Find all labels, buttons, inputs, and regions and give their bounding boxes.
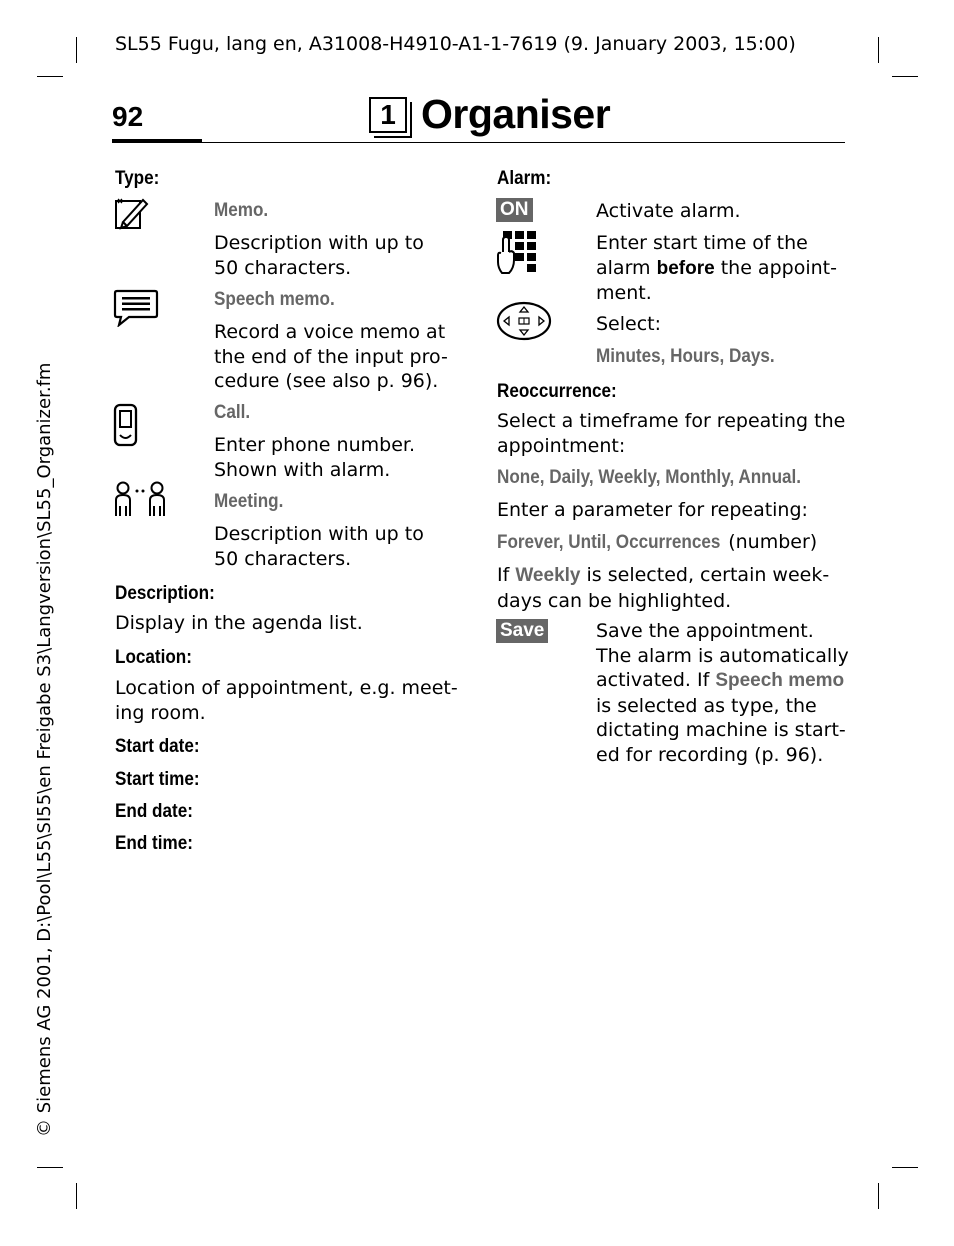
parameter-options-line: [497, 530, 817, 556]
alarm-unit-options: Minutes, Hours, Days.: [596, 346, 775, 367]
meeting-type-label: Meeting.: [214, 491, 284, 512]
location-text: [115, 676, 458, 725]
text-line: Enter start time of the: [596, 232, 808, 254]
text-line: [596, 668, 849, 694]
text-line: Save the appointment.: [596, 620, 814, 642]
memo-type-label: Memo.: [214, 200, 269, 221]
crop-mark: [76, 37, 77, 63]
text-fragment: activated. If: [596, 669, 716, 691]
text-line: days can be highlighted.: [497, 589, 732, 612]
text-line: Enter phone number.: [214, 434, 415, 456]
text-fragment: If: [497, 564, 516, 586]
chapter-number-icon: 1: [369, 97, 407, 133]
text-line: ing room.: [115, 701, 206, 724]
speech-memo-description: [214, 320, 448, 394]
start-date-heading: Start date:: [115, 736, 200, 757]
end-time-heading: End time:: [115, 833, 193, 854]
save-description: [596, 619, 849, 767]
crop-mark: [878, 37, 879, 63]
page-number: 92: [112, 101, 144, 132]
text-line: is selected as type, the: [596, 694, 817, 717]
page-title: Organiser: [421, 91, 611, 137]
text-line: The alarm is automatically: [596, 644, 849, 667]
save-softkey: Save: [496, 619, 548, 643]
description-text: Display in the agenda list.: [115, 612, 363, 634]
before-emphasis: before: [656, 257, 715, 279]
header-rule: [112, 142, 845, 143]
text-line: Description with up to: [214, 232, 424, 254]
text-line: the end of the input pro-: [214, 345, 448, 368]
parameter-options: Forever, Until, Occurrences: [497, 532, 721, 553]
text-line: 50 characters.: [214, 256, 352, 279]
text-line: ed for recording (p. 96).: [596, 743, 824, 766]
on-softkey: ON: [496, 198, 533, 222]
crop-mark: [76, 1183, 77, 1209]
call-type-label: Call.: [214, 402, 251, 423]
text-line: [497, 563, 829, 589]
crop-mark: [37, 1167, 63, 1168]
text-line: Shown with alarm.: [214, 458, 391, 481]
meeting-people-icon: [113, 480, 167, 518]
phone-icon: [113, 403, 139, 447]
text-line: Record a voice memo at: [214, 321, 446, 343]
reoccurrence-heading: Reoccurrence:: [497, 381, 617, 402]
navigation-key-icon: [495, 300, 553, 342]
text-fragment: alarm: [596, 256, 657, 279]
call-description: [214, 433, 415, 482]
text-line: cedure (see also p. 96).: [214, 370, 439, 392]
text-fragment: is selected, certain week-: [580, 564, 830, 586]
speech-memo-option: Speech memo: [715, 670, 845, 691]
memo-pencil-icon: [113, 196, 149, 232]
start-time-heading: Start time:: [115, 769, 200, 790]
weekly-option: Weekly: [515, 565, 581, 586]
parameter-text: Enter a parameter for repeating:: [497, 499, 808, 521]
text-line: Description with up to: [214, 523, 424, 545]
speech-memo-type-label: Speech memo.: [214, 289, 335, 310]
text-fragment: the appoint-: [714, 256, 837, 279]
crop-mark: [878, 1183, 879, 1209]
speech-bubble-icon: [113, 289, 159, 327]
end-date-heading: End date:: [115, 801, 193, 822]
document-header: SL55 Fugu, lang en, A31008-H4910-A1-1-7619 (9. January 2003, 15:00): [115, 33, 796, 55]
text-line: Select a timeframe for repeating the: [497, 410, 846, 432]
text-line: Location of appointment, e.g. meet-: [115, 677, 458, 699]
enter-time-text: [596, 231, 837, 306]
text-line: [596, 256, 837, 282]
crop-mark: [892, 76, 918, 77]
type-heading: Type:: [115, 168, 160, 189]
repeat-options: None, Daily, Weekly, Monthly, Annual.: [497, 467, 802, 488]
weekly-text: [497, 563, 829, 613]
meeting-description: [214, 522, 424, 571]
select-text: Select:: [596, 313, 662, 335]
memo-description: [214, 231, 424, 280]
location-heading: Location:: [115, 647, 192, 668]
parameter-suffix: (number): [722, 531, 818, 553]
text-line: appointment:: [497, 434, 626, 457]
keypad-hand-icon: [495, 230, 539, 276]
activate-alarm-text: Activate alarm.: [596, 200, 741, 222]
text-line: ment.: [596, 282, 652, 304]
alarm-heading: Alarm:: [497, 168, 552, 189]
description-heading: Description:: [115, 583, 215, 604]
reoccurrence-text: [497, 409, 845, 458]
text-line: dictating machine is start-: [596, 719, 846, 741]
crop-mark: [37, 76, 63, 77]
text-line: 50 characters.: [214, 547, 352, 570]
crop-mark: [892, 1167, 918, 1168]
side-copyright: © Siemens AG 2001, D:\Pool\L55\SI55\en Freigabe S3\Langversion\SL55_Organizer.fm: [34, 362, 55, 1137]
